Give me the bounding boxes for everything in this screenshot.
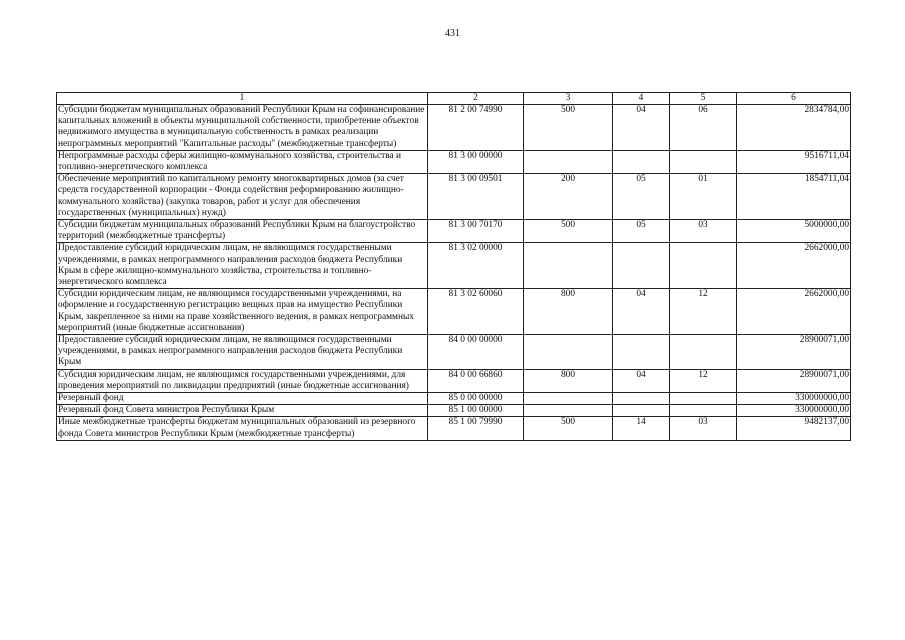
- row-col3: 800: [524, 369, 613, 392]
- row-code: 81 3 00 00000: [428, 150, 524, 173]
- header-col-3: 3: [524, 93, 613, 105]
- budget-table: [56, 92, 851, 441]
- row-amount: 2662000,00: [737, 243, 851, 289]
- row-col4: [613, 335, 670, 370]
- row-col5: 03: [670, 220, 737, 243]
- row-col4: 04: [613, 369, 670, 392]
- row-amount: 2662000,00: [737, 289, 851, 335]
- table-row: [57, 393, 851, 405]
- row-code: 81 3 00 70170: [428, 220, 524, 243]
- header-col-6: 6: [737, 93, 851, 105]
- row-name: Предоставление субсидий юридическим лицам, не являющимся государственными учреждениями, в рамках непрограммного направления расходов бюджета Республики Крым в сфере жилищно-коммунального хозяйства, строительства и топливно-энергетического комплекса: [57, 243, 428, 289]
- row-col4: [613, 150, 670, 173]
- table-row: [57, 174, 851, 220]
- row-code: 81 3 02 60060: [428, 289, 524, 335]
- row-col3: [524, 335, 613, 370]
- page-number: 431: [445, 28, 460, 39]
- row-name: Субсидии бюджетам муниципальных образований Республики Крым на благоустройство территорий (межбюджетные трансферты): [57, 220, 428, 243]
- row-col5: 01: [670, 174, 737, 220]
- table-row: [57, 417, 851, 440]
- row-code: 84 0 00 66860: [428, 369, 524, 392]
- row-col3: [524, 150, 613, 173]
- row-col5: [670, 150, 737, 173]
- row-col4: [613, 405, 670, 417]
- row-col5: [670, 405, 737, 417]
- header-col-2: 2: [428, 93, 524, 105]
- row-col3: [524, 243, 613, 289]
- row-amount: 9482137,00: [737, 417, 851, 440]
- row-code: 85 1 00 79990: [428, 417, 524, 440]
- table-row: [57, 369, 851, 392]
- row-amount: 28900071,00: [737, 335, 851, 370]
- header-col-1: 1: [57, 93, 428, 105]
- row-col3: 500: [524, 417, 613, 440]
- row-code: 85 0 00 00000: [428, 393, 524, 405]
- row-amount: 2834784,00: [737, 105, 851, 151]
- header-col-4: 4: [613, 93, 670, 105]
- row-amount: 28900071,00: [737, 369, 851, 392]
- row-code: 81 3 00 09501: [428, 174, 524, 220]
- row-col5: [670, 335, 737, 370]
- table-row: [57, 105, 851, 151]
- table-row: [57, 335, 851, 370]
- row-amount: 9516711,04: [737, 150, 851, 173]
- row-col4: 05: [613, 220, 670, 243]
- table-row: [57, 220, 851, 243]
- table-row: [57, 405, 851, 417]
- row-amount: 330000000,00: [737, 405, 851, 417]
- table-header-row: [57, 93, 851, 105]
- row-col5: 12: [670, 369, 737, 392]
- row-col3: 500: [524, 105, 613, 151]
- row-col5: 06: [670, 105, 737, 151]
- row-amount: 330000000,00: [737, 393, 851, 405]
- row-col5: 03: [670, 417, 737, 440]
- row-col3: 200: [524, 174, 613, 220]
- row-name: Субсидии юридическим лицам, не являющимся государственными учреждениями, на оформление и государственную регистрацию вещных прав на имущество Республики Крым, закрепленное за ними на праве хозяйственного ведения, в рамках непрограммных мероприятий (иные бюджетные ассигнования): [57, 289, 428, 335]
- row-col4: 14: [613, 417, 670, 440]
- row-name: Субсидия юридическим лицам, не являющимся государственными учреждениями, для проведения мероприятий по ликвидации предприятий (иные бюджетные ассигнования): [57, 369, 428, 392]
- row-col4: [613, 243, 670, 289]
- table-row: [57, 289, 851, 335]
- row-code: 81 2 00 74990: [428, 105, 524, 151]
- header-col-5: 5: [670, 93, 737, 105]
- row-code: 81 3 02 00000: [428, 243, 524, 289]
- row-col4: 05: [613, 174, 670, 220]
- row-name: Субсидии бюджетам муниципальных образований Республики Крым на софинансирование капитальных вложений в объекты муниципальной собственности, приобретение объектов недвижимого имущества в муниципальную собственность в рамках реализации непрограммных мероприятий "Капитальные расходы" (межбюджетные трансферты): [57, 105, 428, 151]
- row-code: 85 1 00 00000: [428, 405, 524, 417]
- row-amount: 5000000,00: [737, 220, 851, 243]
- row-col4: [613, 393, 670, 405]
- row-col3: 500: [524, 220, 613, 243]
- row-name: Иные межбюджетные трансферты бюджетам муниципальных образований из резервного фонда Совета министров Республики Крым (межбюджетные трансферты): [57, 417, 428, 440]
- row-name: Резервный фонд Совета министров Республики Крым: [57, 405, 428, 417]
- row-col5: 12: [670, 289, 737, 335]
- row-amount: 1854711,04: [737, 174, 851, 220]
- row-col5: [670, 243, 737, 289]
- row-col3: [524, 393, 613, 405]
- row-name: Резервный фонд: [57, 393, 428, 405]
- row-col3: [524, 405, 613, 417]
- row-col4: 04: [613, 105, 670, 151]
- table-row: [57, 150, 851, 173]
- row-name: Непрограммные расходы сферы жилищно-коммунального хозяйства, строительства и топливно-энергетического комплекса: [57, 150, 428, 173]
- row-col5: [670, 393, 737, 405]
- row-name: Обеспечение мероприятий по капитальному ремонту многоквартирных домов (за счет средств государственной корпорации - Фонда содействия реформированию жилищно-коммунального хозяйства) (закупка товаров, работ и услуг для обеспечения государственных (муниципальных) нужд): [57, 174, 428, 220]
- table-row: [57, 243, 851, 289]
- row-col3: 800: [524, 289, 613, 335]
- row-name: Предоставление субсидий юридическим лицам, не являющимся государственными учреждениями, в рамках непрограммного направления расходов бюджета Республики Крым: [57, 335, 428, 370]
- row-code: 84 0 00 00000: [428, 335, 524, 370]
- row-col4: 04: [613, 289, 670, 335]
